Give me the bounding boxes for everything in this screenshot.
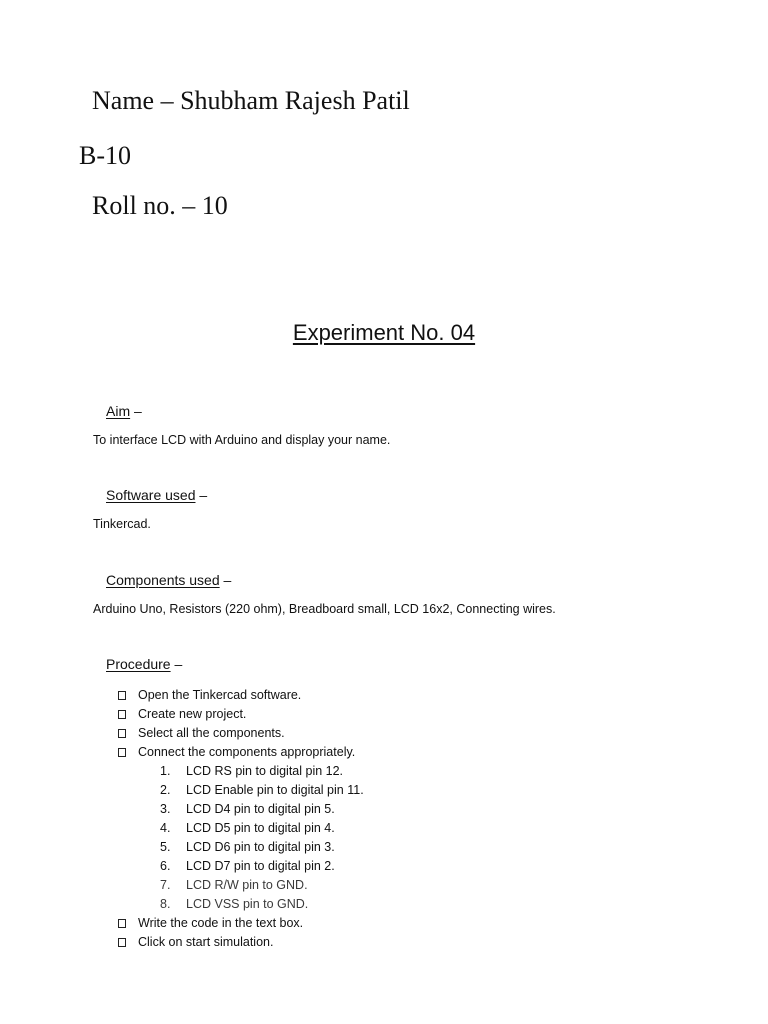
- connection-item: [118, 895, 364, 914]
- procedure-step: [118, 686, 364, 705]
- aim-heading: [106, 404, 142, 418]
- connection-number: 8.: [160, 897, 171, 911]
- checkbox-bullet-icon: [118, 919, 126, 928]
- aim-text: To interface LCD with Arduino and display your name.: [93, 433, 391, 447]
- experiment-title: [0, 322, 768, 344]
- connection-item: [118, 819, 364, 838]
- connection-item: [118, 876, 364, 895]
- procedure-step-text: Click on start simulation.: [138, 935, 274, 949]
- software-text: Tinkercad.: [93, 517, 151, 531]
- connection-text: LCD D6 pin to digital pin 3.: [186, 840, 335, 854]
- batch-number: B-10: [79, 141, 131, 170]
- software-heading: [106, 488, 207, 502]
- components-heading-label: Components used: [106, 572, 220, 588]
- connection-number: 3.: [160, 802, 171, 816]
- checkbox-bullet-icon: [118, 729, 126, 738]
- connection-text: LCD D5 pin to digital pin 4.: [186, 821, 335, 835]
- checkbox-bullet-icon: [118, 710, 126, 719]
- connection-text: LCD VSS pin to GND.: [186, 897, 309, 911]
- connection-number: 7.: [160, 878, 171, 892]
- connection-item: [118, 762, 364, 781]
- experiment-title-text: Experiment No. 04: [292, 320, 476, 345]
- connection-item: [118, 857, 364, 876]
- procedure-step: [118, 914, 364, 933]
- checkbox-bullet-icon: [118, 691, 126, 700]
- checkbox-bullet-icon: [118, 938, 126, 947]
- procedure-step-text: Open the Tinkercad software.: [138, 688, 302, 702]
- procedure-heading-label: Procedure: [106, 656, 171, 672]
- connection-number: 4.: [160, 821, 171, 835]
- connection-item: [118, 800, 364, 819]
- software-heading-dash: –: [195, 487, 208, 503]
- connection-number: 1.: [160, 764, 171, 778]
- aim-heading-dash: –: [130, 403, 142, 419]
- connection-number: 5.: [160, 840, 171, 854]
- connection-number: 6.: [160, 859, 171, 873]
- procedure-step-text: Write the code in the text box.: [138, 916, 304, 930]
- procedure-step-text: Select all the components.: [138, 726, 285, 740]
- connection-text: LCD Enable pin to digital pin 11.: [186, 783, 364, 797]
- components-text: Arduino Uno, Resistors (220 ohm), Breadboard small, LCD 16x2, Connecting wires.: [93, 602, 556, 616]
- procedure-step: [118, 933, 364, 952]
- procedure-heading: [106, 657, 182, 671]
- procedure-heading-dash: –: [170, 656, 183, 672]
- checkbox-bullet-icon: [118, 748, 126, 757]
- components-heading-dash: –: [219, 572, 232, 588]
- software-heading-label: Software used: [106, 487, 196, 503]
- procedure-step-text: Connect the components appropriately.: [138, 745, 356, 759]
- connection-text: LCD R/W pin to GND.: [186, 878, 308, 892]
- connection-item: [118, 838, 364, 857]
- connection-text: LCD RS pin to digital pin 12.: [186, 764, 344, 778]
- connection-text: LCD D4 pin to digital pin 5.: [186, 802, 335, 816]
- student-name: Name – Shubham Rajesh Patil: [92, 86, 410, 115]
- procedure-step: [118, 705, 364, 724]
- procedure-step: [118, 724, 364, 743]
- aim-heading-label: Aim: [106, 403, 131, 419]
- connection-number: 2.: [160, 783, 171, 797]
- connection-item: [118, 781, 364, 800]
- procedure-list: [118, 686, 364, 952]
- roll-number: Roll no. – 10: [92, 191, 228, 220]
- connection-text: LCD D7 pin to digital pin 2.: [186, 859, 335, 873]
- components-heading: [106, 573, 231, 587]
- procedure-step: [118, 743, 364, 762]
- procedure-step-text: Create new project.: [138, 707, 247, 721]
